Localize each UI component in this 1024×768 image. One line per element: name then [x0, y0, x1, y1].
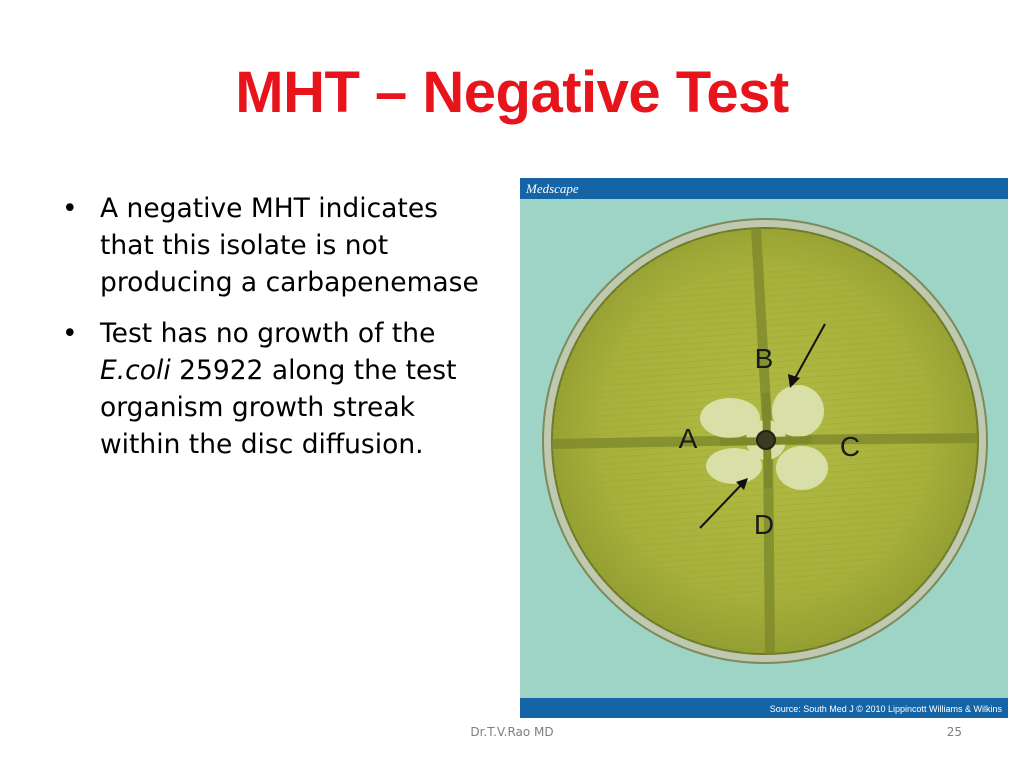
- bullet-list: [60, 190, 490, 477]
- figure-source-text: Source: South Med J © 2010 Lippincott Williams & Wilkins: [769, 704, 1002, 714]
- slide-number: 25: [946, 725, 962, 739]
- bullet-marker: •: [62, 193, 78, 224]
- organism-name: E.coli: [100, 355, 171, 386]
- bullet-item: [60, 315, 490, 463]
- bullet-item: [60, 190, 490, 301]
- bullet-marker: •: [62, 318, 78, 349]
- bullet-text-part: 25922 along the test organism growth streak within the disc diffusion.: [100, 355, 457, 460]
- bullet-text: A negative MHT indicates that this isolate is not producing a carbapenemase: [100, 193, 479, 298]
- label-d: D: [753, 509, 775, 540]
- medscape-logo: Medscape: [526, 181, 579, 196]
- agar-plate-figure: [520, 178, 1008, 718]
- agar-plate-image: [520, 178, 1008, 718]
- label-b: B: [754, 343, 774, 374]
- footer-author: Dr.T.V.Rao MD: [470, 725, 554, 739]
- figure-header-bar: [520, 178, 1008, 199]
- label-c: C: [839, 431, 861, 462]
- antibiotic-disc: [757, 431, 775, 449]
- slide-title: MHT – Negative Test: [235, 60, 789, 125]
- label-a: A: [678, 423, 698, 454]
- bullet-text-part: Test has no growth of the: [100, 318, 436, 349]
